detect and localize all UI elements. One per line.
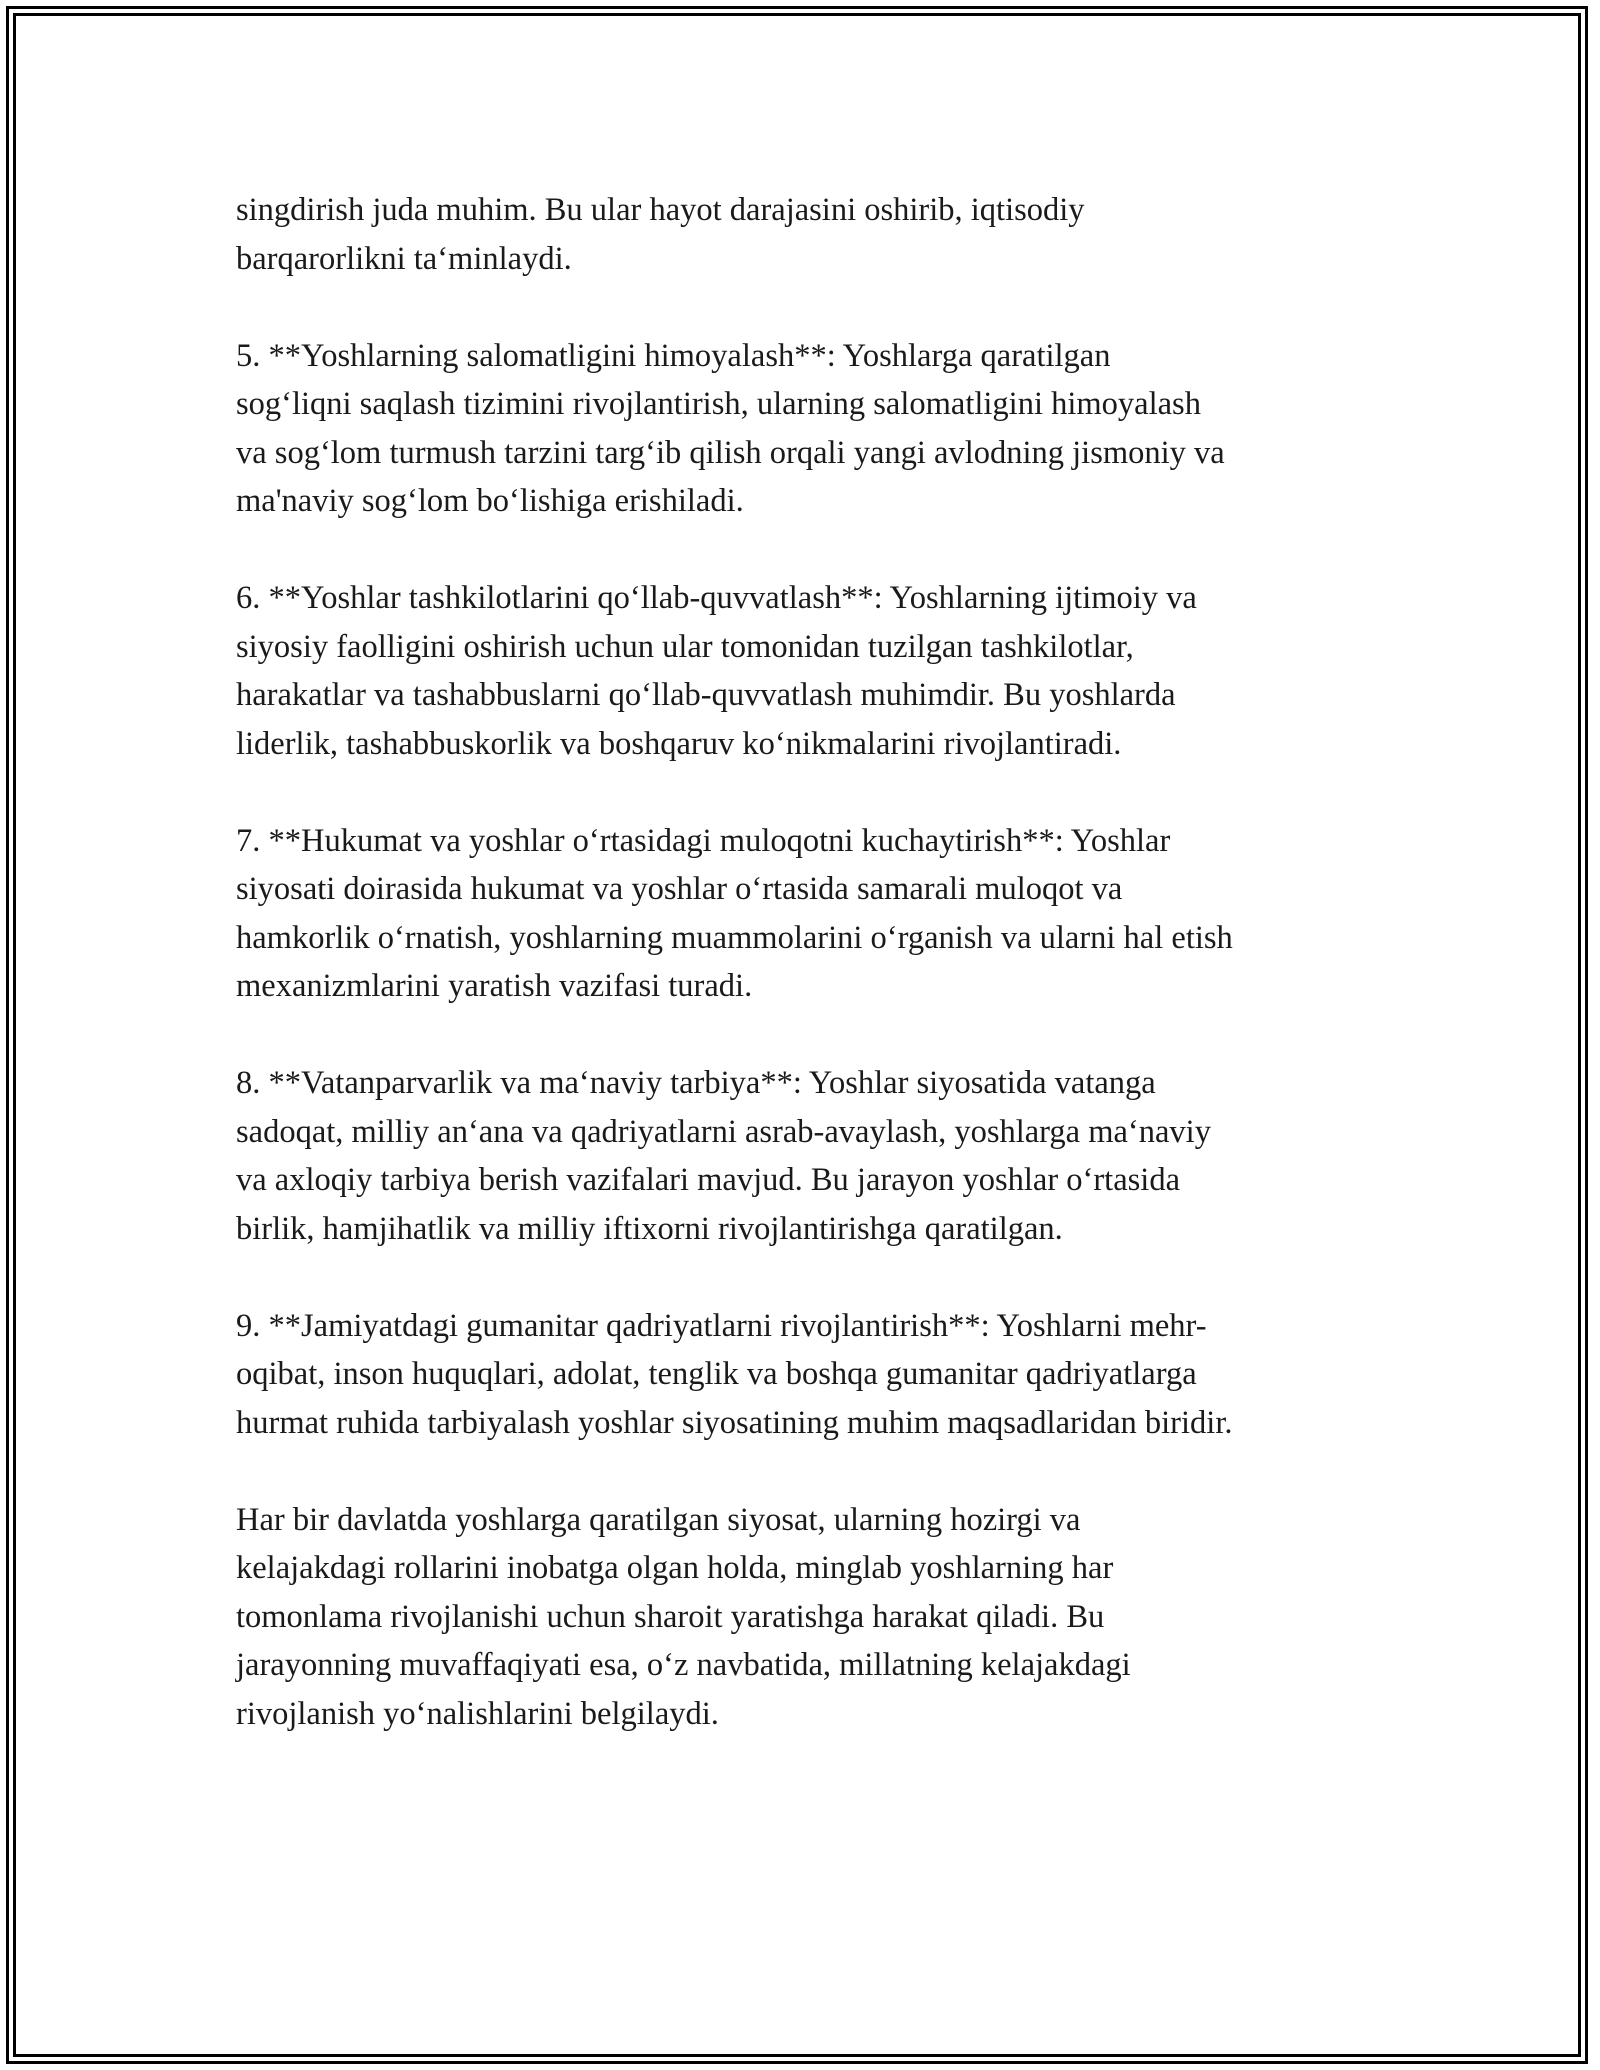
- text-line: va sog‘lom turmush tarzini targ‘ib qilish orqali yangi avlodning jismoniy va: [236, 434, 1225, 471]
- paragraph-item-8: [236, 1059, 1376, 1253]
- text-line: jarayonning muvaffaqiyati esa, o‘z navbatida, millatning kelajakdagi: [236, 1647, 1131, 1683]
- text-line: liderlik, tashabbuskorlik va boshqaruv ko‘nikmalarini rivojlantiradi.: [236, 725, 1122, 762]
- text-line: siyosiy faolligini oshirish uchun ular tomonidan tuzilgan tashkilotlar,: [236, 628, 1134, 665]
- text-line: hurmat ruhida tarbiyalash yoshlar siyosatining muhim maqsadlaridan biridir.: [236, 1404, 1233, 1441]
- text-line: 8. **Vatanparvarlik va ma‘naviy tarbiya**: Yoshlar siyosatida vatanga: [236, 1065, 1156, 1101]
- paragraph-conclusion: [236, 1496, 1376, 1739]
- text-line: mexanizmlarini yaratish vazifasi turadi.: [236, 968, 753, 1004]
- paragraph-item-7: [236, 817, 1376, 1011]
- text-line: birlik, hamjihatlik va milliy iftixorni rivojlantirishga qaratilgan.: [236, 1210, 1063, 1247]
- text-line: singdirish juda muhim. Bu ular hayot darajasini oshirib, iqtisodiy: [236, 192, 1085, 228]
- text-line: rivojlanish yo‘nalishlarini belgilaydi.: [236, 1695, 719, 1732]
- text-line: 6. **Yoshlar tashkilotlarini qo‘llab-quvvatlash**: Yoshlarning ijtimoiy va: [236, 580, 1197, 616]
- paragraph-item-9: [236, 1302, 1376, 1448]
- text-line: sadoqat, milliy an‘ana va qadriyatlarni asrab-avaylash, yoshlarga ma‘naviy: [236, 1113, 1211, 1150]
- paragraph-item-6: [236, 574, 1376, 768]
- text-line: hamkorlik o‘rnatish, yoshlarning muammolarini o‘rganish va ularni hal etish: [236, 919, 1233, 956]
- text-line: Har bir davlatda yoshlarga qaratilgan siyosat, ularning hozirgi va: [236, 1501, 1081, 1538]
- text-line: harakatlar va tashabbuslarni qo‘llab-quvvatlash muhimdir. Bu yoshlarda: [236, 677, 1176, 713]
- text-line: kelajakdagi rollarini inobatga olgan holda, minglab yoshlarning har: [236, 1550, 1114, 1586]
- paragraph-continuation: [236, 186, 1376, 283]
- text-line: 7. **Hukumat va yoshlar o‘rtasidagi muloqotni kuchaytirish**: Yoshlar: [236, 822, 1171, 859]
- document-body: [236, 186, 1376, 1787]
- text-line: barqarorlikni ta‘minlaydi.: [236, 240, 572, 277]
- text-line: 9. **Jamiyatdagi gumanitar qadriyatlarni rivojlantirish**: Yoshlarni mehr-: [236, 1307, 1207, 1344]
- text-line: va axloqiy tarbiya berish vazifalari mavjud. Bu jarayon yoshlar o‘rtasida: [236, 1162, 1180, 1198]
- text-line: sog‘liqni saqlash tizimini rivojlantirish, ularning salomatligini himoyalash: [236, 386, 1201, 422]
- text-line: siyosati doirasida hukumat va yoshlar o‘rtasida samarali muloqot va: [236, 871, 1123, 907]
- text-line: ma'naviy sog‘lom bo‘lishiga erishiladi.: [236, 483, 744, 519]
- text-line: oqibat, inson huquqlari, adolat, tenglik va boshqa gumanitar qadriyatlarga: [236, 1356, 1197, 1392]
- text-line: tomonlama rivojlanishi uchun sharoit yaratishga harakat qiladi. Bu: [236, 1598, 1105, 1635]
- text-line: 5. **Yoshlarning salomatligini himoyalash**: Yoshlarga qaratilgan: [236, 337, 1111, 374]
- paragraph-item-5: [236, 332, 1376, 526]
